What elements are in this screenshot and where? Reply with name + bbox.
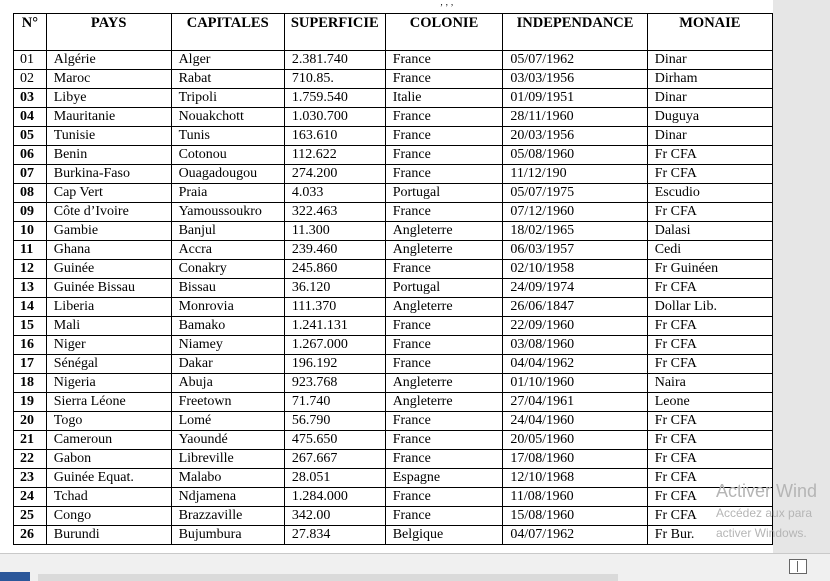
row-number: 05 (14, 127, 47, 146)
row-country: Gambie (46, 222, 171, 241)
row-area: 923.768 (284, 374, 385, 393)
row-area: 1.284.000 (284, 488, 385, 507)
row-capital: Praia (171, 184, 284, 203)
row-currency: Dinar (647, 89, 772, 108)
row-country: Congo (46, 507, 171, 526)
row-area: 322.463 (284, 203, 385, 222)
header-area-text: SUPERFICIE (290, 15, 379, 31)
row-capital: Brazzaville (171, 507, 284, 526)
row-independence: 03/03/1956 (503, 70, 647, 89)
row-capital: Bamako (171, 317, 284, 336)
row-number: 14 (14, 298, 47, 317)
row-independence: 01/09/1951 (503, 89, 647, 108)
header-capital: CAPITALES (171, 14, 284, 51)
row-currency: Cedi (647, 241, 772, 260)
row-currency: Dinar (647, 51, 772, 70)
row-colonizer: Belgique (385, 526, 503, 545)
table-row (14, 526, 773, 545)
row-independence: 05/07/1962 (503, 51, 647, 70)
row-colonizer: Italie (385, 89, 503, 108)
row-area: 267.667 (284, 450, 385, 469)
row-independence: 01/10/1960 (503, 374, 647, 393)
table-row (14, 317, 773, 336)
header-number: N° (14, 14, 47, 51)
row-area: 245.860 (284, 260, 385, 279)
row-colonizer: France (385, 488, 503, 507)
row-currency: Dinar (647, 127, 772, 146)
row-area: 2.381.740 (284, 51, 385, 70)
table-row (14, 355, 773, 374)
table-row (14, 488, 773, 507)
row-currency: Fr Bur. (647, 526, 772, 545)
row-independence: 07/12/1960 (503, 203, 647, 222)
row-capital: Bissau (171, 279, 284, 298)
row-number: 02 (14, 70, 47, 89)
header-area (284, 14, 385, 51)
table-row (14, 469, 773, 488)
row-capital: Conakry (171, 260, 284, 279)
row-number: 06 (14, 146, 47, 165)
row-independence: 03/08/1960 (503, 336, 647, 355)
table-row (14, 108, 773, 127)
row-colonizer: France (385, 260, 503, 279)
row-country: Mauritanie (46, 108, 171, 127)
row-country: Niger (46, 336, 171, 355)
row-capital: Bujumbura (171, 526, 284, 545)
row-colonizer: France (385, 355, 503, 374)
row-country: Maroc (46, 70, 171, 89)
row-currency: Dirham (647, 70, 772, 89)
row-area: 36.120 (284, 279, 385, 298)
row-country: Tchad (46, 488, 171, 507)
row-currency: Fr CFA (647, 336, 772, 355)
row-country: Cameroun (46, 431, 171, 450)
row-currency: Dalasi (647, 222, 772, 241)
row-currency: Fr CFA (647, 469, 772, 488)
row-area: 1.759.540 (284, 89, 385, 108)
table-row (14, 507, 773, 526)
row-currency: Dollar Lib. (647, 298, 772, 317)
row-number: 04 (14, 108, 47, 127)
row-currency: Duguya (647, 108, 772, 127)
table-row (14, 412, 773, 431)
row-independence: 11/12/190 (503, 165, 647, 184)
row-country: Liberia (46, 298, 171, 317)
row-currency: Fr CFA (647, 165, 772, 184)
read-mode-icon[interactable] (789, 559, 807, 574)
row-number: 22 (14, 450, 47, 469)
row-capital: Cotonou (171, 146, 284, 165)
table-row (14, 203, 773, 222)
row-number: 12 (14, 260, 47, 279)
row-number: 19 (14, 393, 47, 412)
row-independence: 20/03/1956 (503, 127, 647, 146)
table-row (14, 146, 773, 165)
row-area: 342.00 (284, 507, 385, 526)
row-area: 28.051 (284, 469, 385, 488)
row-independence: 18/02/1965 (503, 222, 647, 241)
row-capital: Monrovia (171, 298, 284, 317)
row-capital: Freetown (171, 393, 284, 412)
row-currency: Fr CFA (647, 507, 772, 526)
row-capital: Lomé (171, 412, 284, 431)
row-number: 09 (14, 203, 47, 222)
row-currency: Fr CFA (647, 488, 772, 507)
row-independence: 26/06/1847 (503, 298, 647, 317)
row-independence: 20/05/1960 (503, 431, 647, 450)
row-country: Cap Vert (46, 184, 171, 203)
row-capital: Accra (171, 241, 284, 260)
row-independence: 15/08/1960 (503, 507, 647, 526)
header-currency: MONAIE (647, 14, 772, 51)
row-number: 20 (14, 412, 47, 431)
row-number: 18 (14, 374, 47, 393)
table-row (14, 127, 773, 146)
row-currency: Leone (647, 393, 772, 412)
row-colonizer: France (385, 507, 503, 526)
row-area: 1.241.131 (284, 317, 385, 336)
row-country: Ghana (46, 241, 171, 260)
row-country: Libye (46, 89, 171, 108)
row-area: 112.622 (284, 146, 385, 165)
row-number: 13 (14, 279, 47, 298)
row-colonizer: France (385, 431, 503, 450)
table-row (14, 431, 773, 450)
table-row (14, 222, 773, 241)
row-country: Gabon (46, 450, 171, 469)
row-number: 07 (14, 165, 47, 184)
row-colonizer: Angleterre (385, 222, 503, 241)
table-row (14, 279, 773, 298)
row-country: Tunisie (46, 127, 171, 146)
row-independence: 11/08/1960 (503, 488, 647, 507)
row-independence: 24/04/1960 (503, 412, 647, 431)
row-colonizer: France (385, 51, 503, 70)
row-capital: Rabat (171, 70, 284, 89)
row-independence: 12/10/1968 (503, 469, 647, 488)
row-number: 23 (14, 469, 47, 488)
row-area: 710.85. (284, 70, 385, 89)
row-capital: Alger (171, 51, 284, 70)
row-independence: 24/09/1974 (503, 279, 647, 298)
row-country: Togo (46, 412, 171, 431)
watermark-line-2: activer Windows. (716, 526, 807, 540)
row-capital: Ndjamena (171, 488, 284, 507)
table-row (14, 393, 773, 412)
row-area: 11.300 (284, 222, 385, 241)
row-currency: Naira (647, 374, 772, 393)
row-capital: Abuja (171, 374, 284, 393)
row-area: 239.460 (284, 241, 385, 260)
row-country: Guinée (46, 260, 171, 279)
row-number: 10 (14, 222, 47, 241)
row-area: 1.030.700 (284, 108, 385, 127)
row-area: 163.610 (284, 127, 385, 146)
row-independence: 17/08/1960 (503, 450, 647, 469)
table-row (14, 336, 773, 355)
table-row (14, 450, 773, 469)
row-area: 274.200 (284, 165, 385, 184)
row-number: 01 (14, 51, 47, 70)
row-colonizer: Portugal (385, 279, 503, 298)
header-country: PAYS (46, 14, 171, 51)
countries-table (13, 13, 773, 545)
row-area: 56.790 (284, 412, 385, 431)
row-number: 21 (14, 431, 47, 450)
row-colonizer: Angleterre (385, 298, 503, 317)
row-colonizer: France (385, 127, 503, 146)
row-capital: Dakar (171, 355, 284, 374)
row-independence: 05/07/1975 (503, 184, 647, 203)
row-country: Sierra Léone (46, 393, 171, 412)
table-row (14, 89, 773, 108)
table-row (14, 51, 773, 70)
row-colonizer: France (385, 336, 503, 355)
row-colonizer: Angleterre (385, 393, 503, 412)
row-number: 15 (14, 317, 47, 336)
row-currency: Fr CFA (647, 146, 772, 165)
row-capital: Ouagadougou (171, 165, 284, 184)
row-capital: Libreville (171, 450, 284, 469)
row-country: Sénégal (46, 355, 171, 374)
row-country: Algérie (46, 51, 171, 70)
row-independence: 04/07/1962 (503, 526, 647, 545)
table-row (14, 184, 773, 203)
row-independence: 22/09/1960 (503, 317, 647, 336)
row-area: 27.834 (284, 526, 385, 545)
row-country: Benin (46, 146, 171, 165)
table-row (14, 298, 773, 317)
row-country: Côte d’Ivoire (46, 203, 171, 222)
row-capital: Yaoundé (171, 431, 284, 450)
row-country: Nigeria (46, 374, 171, 393)
row-number: 11 (14, 241, 47, 260)
row-colonizer: France (385, 450, 503, 469)
row-area: 475.650 (284, 431, 385, 450)
row-independence: 05/08/1960 (503, 146, 647, 165)
row-country: Guinée Equat. (46, 469, 171, 488)
status-bar (0, 553, 830, 581)
header-independence: INDEPENDANCE (503, 14, 647, 51)
window-gutter (773, 0, 830, 553)
row-colonizer: France (385, 412, 503, 431)
row-colonizer: France (385, 317, 503, 336)
table-row (14, 165, 773, 184)
row-currency: Fr CFA (647, 203, 772, 222)
row-colonizer: Espagne (385, 469, 503, 488)
row-currency: Fr CFA (647, 431, 772, 450)
table-body (14, 51, 773, 545)
row-country: Mali (46, 317, 171, 336)
table-row (14, 70, 773, 89)
watermark-line-1: Accédez aux para (716, 506, 813, 520)
row-area: 111.370 (284, 298, 385, 317)
row-independence: 06/03/1957 (503, 241, 647, 260)
row-colonizer: France (385, 70, 503, 89)
row-capital: Malabo (171, 469, 284, 488)
clipped-heading-fragment: ‚ ‚ ‚ (440, 0, 454, 7)
row-colonizer: France (385, 165, 503, 184)
row-number: 26 (14, 526, 47, 545)
row-capital: Niamey (171, 336, 284, 355)
row-number: 08 (14, 184, 47, 203)
table-row (14, 241, 773, 260)
row-colonizer: France (385, 108, 503, 127)
row-capital: Nouakchott (171, 108, 284, 127)
row-area: 1.267.000 (284, 336, 385, 355)
table-row (14, 374, 773, 393)
row-capital: Tripoli (171, 89, 284, 108)
row-colonizer: Angleterre (385, 374, 503, 393)
row-currency: Fr CFA (647, 412, 772, 431)
row-currency: Escudio (647, 184, 772, 203)
table-row (14, 260, 773, 279)
header-colonizer: COLONIE (385, 14, 503, 51)
row-colonizer: Angleterre (385, 241, 503, 260)
row-number: 16 (14, 336, 47, 355)
row-area: 71.740 (284, 393, 385, 412)
row-area: 4.033 (284, 184, 385, 203)
row-capital: Banjul (171, 222, 284, 241)
row-country: Burundi (46, 526, 171, 545)
row-area: 196.192 (284, 355, 385, 374)
row-number: 17 (14, 355, 47, 374)
row-number: 03 (14, 89, 47, 108)
row-independence: 04/04/1962 (503, 355, 647, 374)
row-currency: Fr CFA (647, 450, 772, 469)
row-country: Guinée Bissau (46, 279, 171, 298)
row-country: Burkina-Faso (46, 165, 171, 184)
row-number: 24 (14, 488, 47, 507)
row-currency: Fr CFA (647, 279, 772, 298)
watermark-title: Activer Wind (716, 481, 818, 501)
row-colonizer: Portugal (385, 184, 503, 203)
row-independence: 27/04/1961 (503, 393, 647, 412)
row-currency: Fr Guinéen (647, 260, 772, 279)
row-currency: Fr CFA (647, 317, 772, 336)
table-header-row (14, 14, 773, 51)
row-capital: Tunis (171, 127, 284, 146)
row-currency: Fr CFA (647, 355, 772, 374)
row-colonizer: France (385, 203, 503, 222)
row-colonizer: France (385, 146, 503, 165)
row-number: 25 (14, 507, 47, 526)
row-capital: Yamoussoukro (171, 203, 284, 222)
row-independence: 02/10/1958 (503, 260, 647, 279)
row-independence: 28/11/1960 (503, 108, 647, 127)
